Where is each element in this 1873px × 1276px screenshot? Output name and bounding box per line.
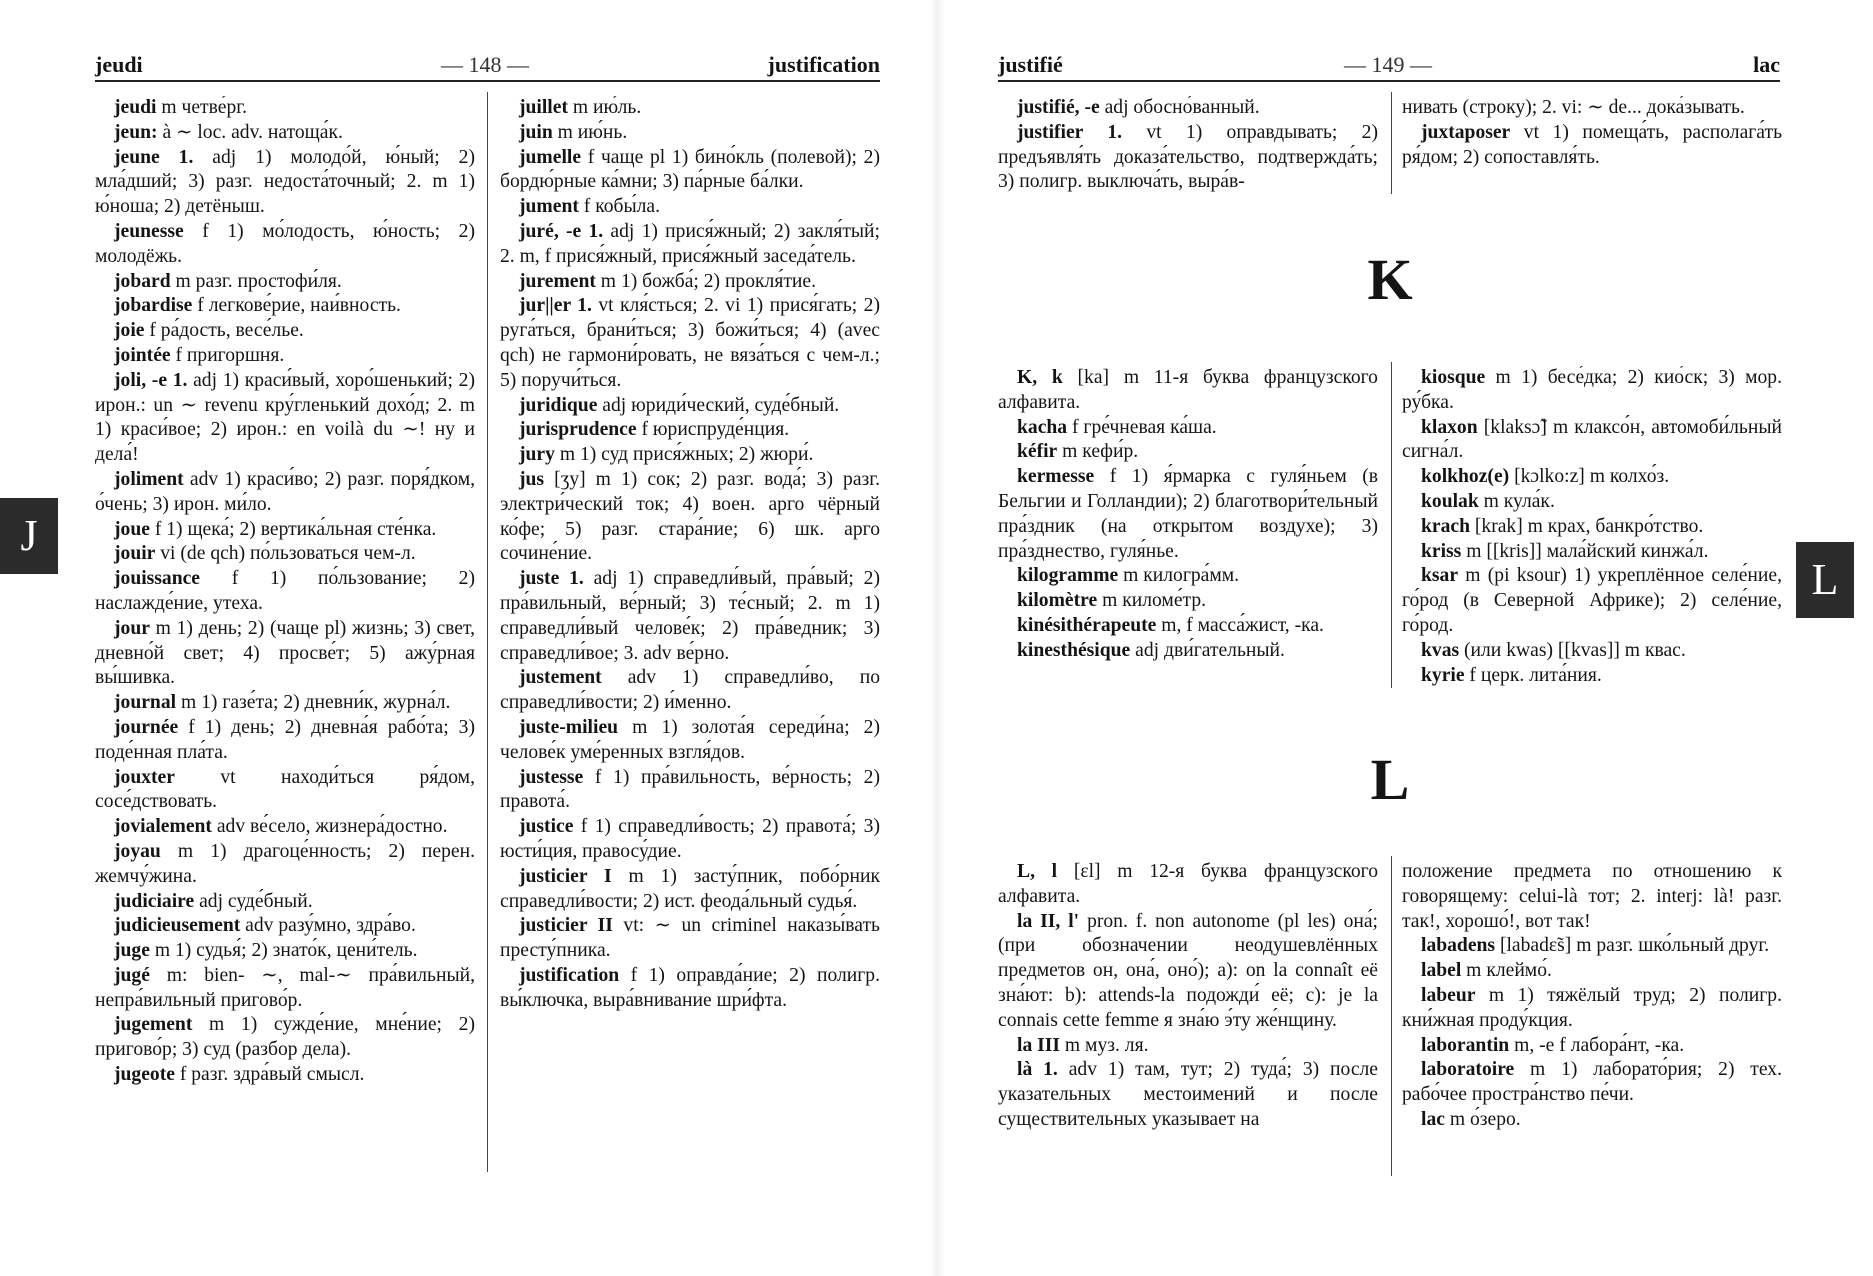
dictionary-entry [500, 766, 880, 816]
headword: jurisprudence [519, 419, 637, 441]
j-continuation-column-1 [998, 96, 1378, 198]
dictionary-entry [95, 319, 475, 344]
headword: kéfir [1017, 441, 1058, 463]
headword: kinesthésique [1017, 639, 1131, 661]
dictionary-entry [95, 617, 475, 691]
definition: vt кля́сться; 2. vi 1) прися́гать; 2) руга́ться, брани́ться; 3) божи́ться; 4) (avec qch) не гармони́ровать, не вяза́ться с чем-л.; 5) поручи́ться. [500, 295, 880, 391]
definition: f легкове́рие, наи́вность. [192, 295, 401, 317]
dictionary-entry [1402, 1034, 1782, 1059]
dictionary-entry [998, 1058, 1378, 1132]
page-number: — 149 — [1344, 52, 1432, 77]
running-head-first-word: justifié [998, 52, 1063, 77]
dictionary-entry [95, 716, 475, 766]
dictionary-entry [1402, 984, 1782, 1034]
headword: K, k [1017, 367, 1063, 388]
dictionary-entry [500, 666, 880, 716]
definition: m 1) лаборато́рия; 2) тех. рабо́чее простра́нство пе́чи. [1402, 1059, 1782, 1106]
dictionary-entry [95, 939, 475, 964]
dictionary-entry [1402, 639, 1782, 664]
headword: jour [114, 617, 150, 639]
dictionary-entry [95, 691, 475, 716]
headword: joyau [114, 840, 161, 862]
dictionary-entry [1402, 934, 1782, 959]
dictionary-entry [500, 121, 880, 146]
dictionary-entry [998, 96, 1378, 121]
dictionary-column-2 [500, 96, 880, 1176]
dictionary-entry [95, 220, 475, 270]
headword: label [1421, 960, 1462, 982]
headword: justicier II [519, 915, 613, 937]
headword: là 1. [1017, 1059, 1058, 1081]
definition: m 1) судья́; 2) знато́к, цени́тель. [149, 940, 418, 962]
section-letter-k: K [1367, 247, 1413, 312]
running-head [998, 50, 1780, 80]
headword: jouissance [114, 568, 201, 590]
dictionary-entry [1402, 490, 1782, 515]
dictionary-entry [998, 614, 1378, 639]
thumb-index-tab-l: L [1796, 542, 1854, 618]
dictionary-entry [500, 964, 880, 1014]
k-column-1 [998, 366, 1378, 706]
headword: labeur [1421, 984, 1476, 1006]
definition: adv ве́село, жизнера́достно. [211, 816, 448, 838]
headword: jumelle [519, 146, 582, 168]
column-divider [487, 92, 488, 1172]
dictionary-entry [1402, 515, 1782, 540]
dictionary-entry [95, 468, 475, 518]
dictionary-entry [95, 369, 475, 468]
dictionary-entry [95, 914, 475, 939]
dictionary-entry [95, 815, 475, 840]
column-divider [1391, 92, 1392, 194]
definition: m 1) суд прися́жных; 2) жюри́. [554, 444, 814, 466]
definition: f пригоршня. [170, 344, 285, 366]
column-divider [1391, 856, 1392, 1176]
definition: f 1) справедли́вость; 2) правота́; 3) юсти́ция, правосу́дие. [500, 816, 880, 862]
definition: m (pi ksour) 1) укреплённое селе́ние, го́род (в Северной Африке); 2) селе́ние, го́род. [1402, 565, 1782, 636]
dictionary-entry [500, 716, 880, 766]
dictionary-entry [500, 394, 880, 419]
headword: laboratoire [1421, 1059, 1515, 1081]
headword: juxtaposer [1421, 121, 1511, 143]
definition: f 1) пра́вильность, ве́рность; 2) правота́. [500, 766, 880, 813]
dictionary-entry [1402, 540, 1782, 565]
definition: [ʒy] m 1) сок; 2) разг. вода́; 3) разг. электри́ческий ток; 4) воен. арго чёрный ко́фе; 5) разг. стара́ние; 6) шк. арго сочине́ние. [500, 468, 880, 565]
definition: [ka] m 11-я буква французского алфавита. [998, 367, 1378, 413]
definition: vt 1) помеща́ть, располага́ть ря́дом; 2) сопоставля́ть. [1402, 121, 1782, 168]
definition: m муз. ля. [1060, 1034, 1149, 1056]
definition: adv 1) там, тут; 2) туда́; 3) после указательных местоимений и после существительных указывает на [998, 1059, 1378, 1130]
definition: f 1) мо́лодость, ю́ность; 2) молодёжь. [95, 220, 475, 267]
headword: journal [114, 692, 177, 714]
definition: m килогра́мм. [1118, 565, 1240, 587]
definition: f 1) день; 2) дневна́я рабо́та; 3) поде́нная пла́та. [95, 716, 475, 763]
dictionary-entry [1402, 959, 1782, 984]
definition: m клеймо́. [1461, 960, 1552, 982]
dictionary-entry [998, 564, 1378, 589]
headword: jeune 1. [114, 146, 194, 168]
headword: L, l [1017, 861, 1058, 882]
definition: adv разу́мно, здра́во. [240, 915, 416, 937]
definition: adj 1) краси́вый, хоро́шенький; 2) ирон.: un ∼ revenu кру́гленький дохо́д; 2. m 1) краси́вое; 2) ирон.: en voilà du ∼! ну и дела́! [95, 369, 475, 466]
headword: justicier I [519, 865, 612, 887]
definition: m кула́к. [1478, 490, 1555, 512]
headword: juge [114, 940, 150, 962]
headword: kermesse [1017, 466, 1095, 488]
definition: adj 1) молодо́й, ю́ный; 2) мла́дший; 3) разг. недоста́точный; 2. m 1) ю́ноша; 2) детёныш. [95, 146, 475, 218]
headword: kiosque [1421, 367, 1486, 388]
headword: judicieusement [114, 915, 241, 937]
dictionary-entry [1402, 564, 1782, 638]
dictionary-entry [1402, 860, 1782, 934]
headword: kyrie [1421, 664, 1465, 686]
definition: vt 1) оправдывать; 2) предъявля́ть доказа́тельство, подтвержда́ть; 3) полигр. выключа́ть, выра́в- [998, 121, 1378, 193]
dictionary-entry [95, 1013, 475, 1063]
definition: m, f масса́жист, -ка. [1156, 614, 1324, 636]
l-column-1 [998, 860, 1378, 1180]
definition: adj 1) прися́жный; 2) закля́тый; 2. m, f прися́жный, прися́жный заседа́тель. [500, 220, 880, 267]
headword: jus [519, 468, 545, 490]
definition: vt находи́ться ря́дом, сосе́дствовать. [95, 766, 475, 813]
dictionary-entry [1402, 366, 1782, 416]
definition: m [[kris]] мала́йский кинжа́л. [1461, 540, 1709, 562]
dictionary-entry [1402, 1108, 1782, 1133]
j-continuation-column-2 [1402, 96, 1782, 198]
definition: f ра́дость, весе́лье. [144, 320, 304, 342]
definition: m 1) тяжёлый труд; 2) полигр. кни́жная проду́кция. [1402, 984, 1782, 1031]
definition: [ɛl] m 12-я буква французского алфавита. [998, 861, 1378, 907]
headword: justesse [519, 766, 584, 788]
dictionary-entry [95, 840, 475, 890]
definition: [klaksɔ̃] m клаксо́н, автомоби́льный сигна́л. [1402, 416, 1782, 463]
headword: jobard [114, 270, 171, 292]
headword: kvas [1421, 639, 1460, 661]
headword: kacha [1017, 416, 1068, 438]
headword: kilogramme [1017, 565, 1119, 587]
running-head [95, 50, 880, 80]
dictionary-entry [1402, 1058, 1782, 1108]
headword: jugement [114, 1014, 193, 1036]
dictionary-entry [998, 860, 1378, 910]
dictionary-entry [998, 1034, 1378, 1059]
definition: m: bien- ∼, mal-∼ пра́вильный, непра́вильный пригово́р. [95, 964, 475, 1011]
definition: m 1) день; 2) (чаще pl) жизнь; 3) свет, дневно́й свет; 4) просве́т; 5) ажу́рная вы́шивка. [95, 617, 475, 689]
dictionary-entry [500, 294, 880, 393]
dictionary-column-1 [95, 96, 475, 1176]
dictionary-entry [95, 964, 475, 1014]
dictionary-entry [500, 220, 880, 270]
dictionary-entry [95, 766, 475, 816]
definition: f 1) оправда́ние; 2) полигр. вы́ключка, выра́внивание шри́фта. [500, 964, 880, 1011]
definition: adj суде́бный. [194, 890, 313, 912]
definition: m 1) бесе́дка; 2) кио́ск; 3) мор. ру́бка. [1402, 367, 1782, 413]
definition: adv 1) краси́во; 2) разг. поря́дком, о́чень; 3) ирон. ми́ло. [95, 468, 475, 515]
definition: f чаще pl 1) бино́кль (полевой); 2) бордю́рные ка́мни; 3) па́рные ба́лки. [500, 146, 880, 193]
definition: (или kwas) [[kvas]] m квас. [1459, 639, 1686, 661]
definition: m 1) сужде́ние, мне́ние; 2) пригово́р; 3) суд (разбор дела). [95, 1014, 475, 1061]
headword: justement [519, 667, 602, 689]
dictionary-entry [998, 465, 1378, 564]
definition: m 1) божба́; 2) прокля́тие. [595, 270, 816, 292]
l-column-2 [1402, 860, 1782, 1180]
headword: juste-milieu [519, 716, 619, 738]
headword: joie [114, 320, 145, 342]
headword: journée [114, 716, 179, 738]
running-head-last-word: justification [767, 52, 880, 77]
headword: jeudi [114, 97, 157, 118]
dictionary-entry [95, 344, 475, 369]
definition: pron. f. non autonome (pl les) она́; (при обозначении неодушевлённых предметов он, она́, оно́); a): on la connaît её зна́ют: b): attends-la подожди́ её; c): je la connais cette femme я зна́ю э́ту же́нщину. [998, 910, 1378, 1031]
definition: m четве́рг. [156, 97, 247, 118]
dictionary-entry [500, 195, 880, 220]
dictionary-entry [1402, 465, 1782, 490]
dictionary-entry [1402, 664, 1782, 689]
left-page [0, 0, 936, 1276]
headword: juin [519, 121, 553, 143]
running-head-last-word: lac [1753, 52, 1780, 77]
dictionary-entry [95, 518, 475, 543]
definition: f гре́чневая ка́ша. [1067, 416, 1217, 438]
page-number: — 148 — [441, 52, 529, 77]
dictionary-entry [500, 865, 880, 915]
dictionary-entry [500, 146, 880, 196]
dictionary-entry [500, 418, 880, 443]
dictionary-entry [998, 416, 1378, 441]
dictionary-entry [998, 440, 1378, 465]
definition: положение предмета по отношению к говорящему: celui-là тот; 2. interj: là! разг. так!, хорошо́!, вот так! [1402, 861, 1782, 932]
definition: m кефи́р. [1057, 441, 1139, 463]
headword: kolkhoz(e) [1421, 466, 1510, 488]
dictionary-entry [95, 1063, 475, 1088]
definition: f юриспруде́нция. [636, 419, 790, 441]
headword: jument [519, 196, 579, 218]
headword: jugé [114, 964, 150, 986]
definition: m 1) драгоце́нность; 2) перен. жемчу́жина. [95, 840, 475, 887]
headword: jeun: [114, 121, 158, 143]
headword: jugeote [114, 1064, 175, 1086]
dictionary-entry [500, 468, 880, 567]
definition: adv 1) справедли́во, по справедли́вости; 2) и́менно. [500, 667, 880, 714]
dictionary-entry [500, 567, 880, 666]
headword: joli, -e 1. [114, 369, 188, 391]
definition: [labadɛ̃s] m разг. шко́льный друг. [1495, 935, 1770, 957]
dictionary-entry [1402, 121, 1782, 171]
headword: jeunesse [114, 220, 184, 242]
headword: justice [519, 816, 574, 838]
headword: krach [1421, 515, 1470, 537]
headword: juillet [519, 97, 568, 118]
definition: m 1) засту́пник, побо́рник справедли́вости; 2) ист. феода́льный судья́. [500, 865, 880, 912]
definition: m ию́нь. [552, 121, 628, 143]
headword: juste 1. [519, 568, 584, 590]
definition: [krak] m крах, банкро́тство. [1469, 515, 1704, 537]
dictionary-entry [500, 96, 880, 121]
header-rule [95, 80, 880, 82]
headword: juridique [519, 394, 598, 416]
definition: m разг. простофи́ля. [170, 270, 342, 292]
definition: m, -e f лабора́нт, -ка. [1509, 1034, 1685, 1056]
dictionary-entry [998, 639, 1378, 664]
dictionary-entry [1402, 416, 1782, 466]
definition: f 1) я́рмарка с гуля́ньем (в Бельгии и Голландии); 2) благотвори́тельный пра́здник (на открытом воздухе); 3) пра́зднество, гуля́нье. [998, 466, 1378, 562]
dictionary-entry [95, 542, 475, 567]
headword: kinésithérapeute [1017, 614, 1157, 636]
dictionary-entry [95, 270, 475, 295]
dictionary-entry [998, 589, 1378, 614]
definition: à ∼ loc. adv. натоща́к. [157, 121, 343, 143]
definition: adj 1) справедли́вый, пра́вый; 2) пра́вильный, ве́рный; 3) те́сный; 2. m 1) справедли́вый челове́к; 2) пра́ведник; 3) справедли́вое; 3. adv ве́рно. [500, 568, 880, 664]
definition: m ию́ль. [567, 97, 642, 118]
running-head-first-word: jeudi [95, 52, 143, 77]
headword: jointée [114, 344, 171, 366]
headword: klaxon [1421, 416, 1478, 438]
definition: m 1) газе́та; 2) дневни́к, журна́л. [176, 692, 451, 714]
dictionary-entry [500, 914, 880, 964]
definition: нивать (строку); 2. vi: ∼ de... дока́зывать. [1402, 97, 1745, 118]
definition: vt: ∼ un criminel наказы́вать престу́пника. [500, 915, 880, 962]
right-page [936, 0, 1873, 1276]
definition: [kɔlko:z] m колхо́з. [1509, 466, 1670, 488]
headword: justifié, -e [1017, 97, 1100, 118]
dictionary-entry [95, 567, 475, 617]
definition: f 1) по́льзование; 2) наслажде́ние, утеха. [95, 568, 475, 614]
dictionary-entry [95, 294, 475, 319]
headword: labadens [1421, 935, 1496, 957]
headword: jouir [114, 543, 156, 565]
definition: vi (de qch) по́льзоваться чем-л. [155, 543, 416, 565]
dictionary-entry [500, 443, 880, 468]
headword: lac [1421, 1108, 1445, 1130]
headword: ksar [1421, 565, 1459, 587]
column-divider [1391, 362, 1392, 688]
headword: kilomètre [1017, 590, 1098, 612]
dictionary-entry [1402, 96, 1782, 121]
thumb-index-tab-j: J [0, 498, 58, 574]
headword: justification [519, 964, 620, 986]
k-column-2 [1402, 366, 1782, 706]
definition: f церк. лита́ния. [1464, 664, 1602, 686]
definition: f разг. здра́вый смысл. [174, 1064, 365, 1086]
dictionary-entry [95, 96, 475, 121]
headword: jovialement [114, 816, 212, 838]
headword: kriss [1421, 540, 1462, 562]
dictionary-entry [95, 146, 475, 220]
section-letter-l: L [1370, 747, 1410, 812]
headword: laborantin [1421, 1034, 1510, 1056]
headword: joue [114, 518, 150, 540]
definition: adj юриди́ческий, суде́бный. [597, 394, 840, 416]
headword: jurement [519, 270, 596, 292]
dictionary-entry [500, 270, 880, 295]
definition: f кобы́ла. [578, 196, 661, 218]
headword: justifier 1. [1017, 121, 1123, 143]
headword: jobardise [114, 295, 193, 317]
dictionary-entry [998, 910, 1378, 1034]
headword: joliment [114, 468, 184, 490]
definition: adj обосно́ванный. [1099, 97, 1260, 118]
definition: m о́зеро. [1444, 1108, 1521, 1130]
definition: m киломе́тр. [1097, 590, 1207, 612]
headword: judiciaire [114, 890, 195, 912]
dictionary-entry [998, 366, 1378, 416]
dictionary-entry [500, 815, 880, 865]
definition: f 1) щека́; 2) вертика́льная сте́нка. [149, 518, 437, 540]
headword: koulak [1421, 490, 1479, 512]
headword: jouxter [114, 766, 175, 788]
headword: la II, l' [1017, 910, 1080, 932]
dictionary-entry [998, 121, 1378, 195]
headword: la III [1017, 1034, 1061, 1056]
headword: jur||er 1. [519, 295, 592, 317]
definition: m 1) золота́я середи́на; 2) челове́к уме́ренных взгля́дов. [500, 716, 880, 763]
dictionary-entry [95, 121, 475, 146]
dictionary-entry [95, 890, 475, 915]
headword: jury [519, 444, 555, 466]
definition: adj дви́гательный. [1130, 639, 1285, 661]
header-rule [998, 80, 1780, 82]
headword: juré, -e 1. [519, 220, 604, 242]
